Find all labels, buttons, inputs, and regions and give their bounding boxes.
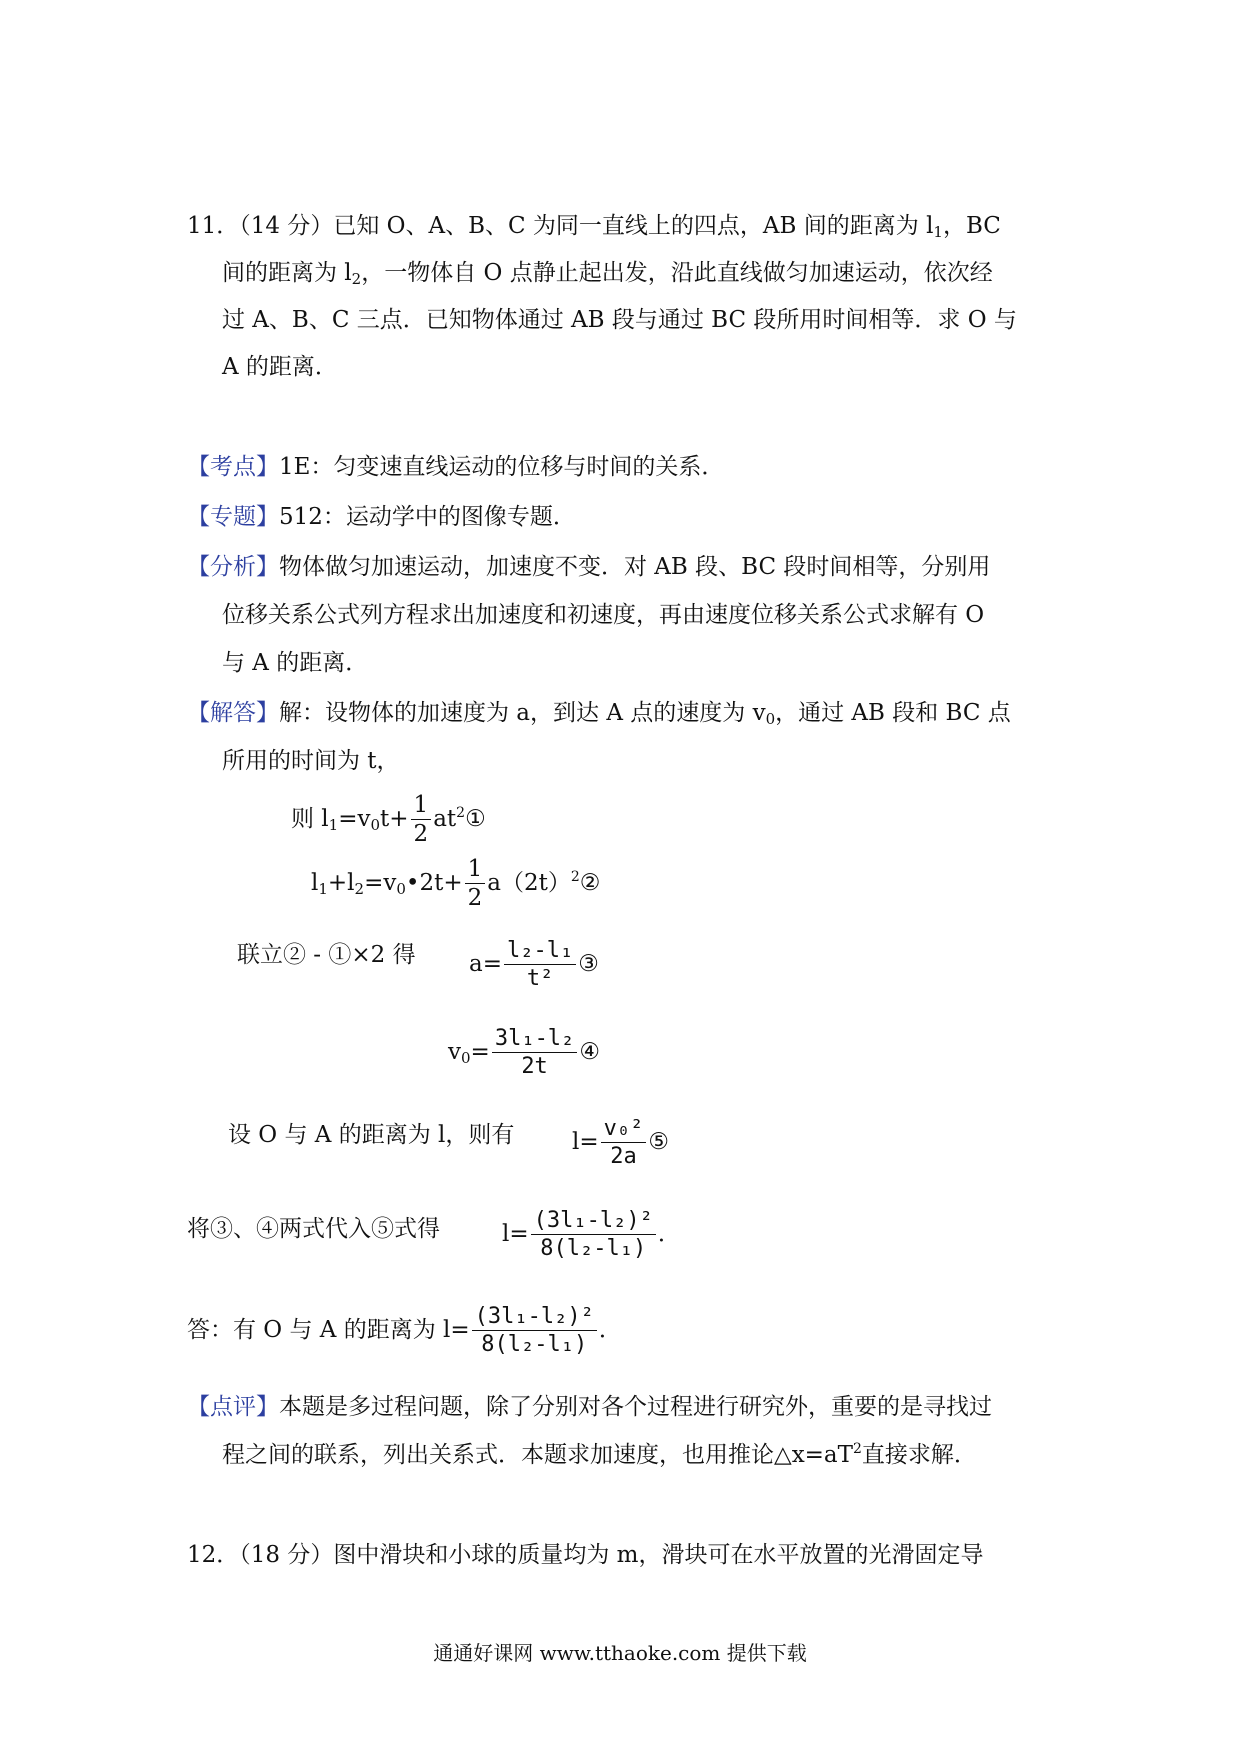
zhuanti: 【专题】512：运动学中的图像专题． <box>187 504 576 530</box>
equation-6-text: 将③、④两式代入⑤式得 <box>187 1216 440 1242</box>
acceleration-fraction: $\frac{\text{l₂-l₁}}{\text{t²}}$ <box>504 940 576 990</box>
q11-line-4: A 的距离． <box>222 354 338 380</box>
jieda-tag: 【解答】 <box>187 700 279 726</box>
answer-fraction: $\frac{\text{(3l₁-l₂)²}}{\text{8(l₂-l₁)}}$ <box>472 1306 597 1356</box>
fenxi-line-1: 【分析】物体做匀加速运动，加速度不变．对 AB 段、BC 段时间相等，分别用 <box>187 554 991 580</box>
equation-5-text: 设 O 与 A 的距离为 l，则有 <box>228 1122 515 1148</box>
equation-5: l= $\frac{\text{v₀²}}{2a}$ ⑤ <box>572 1116 670 1169</box>
equation-4: $v_0=$ $\frac{\text{3l₁-l₂}}{2t}$ ④ <box>448 1026 600 1079</box>
zhuanti-tag: 【专题】 <box>187 504 279 530</box>
q11-line-3: 过 A、B、C 三点．已知物体通过 AB 段与通过 BC 段所用时间相等．求 O 与 <box>222 307 1017 333</box>
half-fraction-2: $\frac{1}{2}$ <box>465 858 486 910</box>
q11-line-1: 11．（14 分）已知 O、A、B、C 为同一直线上的四点，AB 间的距离为 $l_1$，BC <box>187 213 1001 241</box>
q11-line-2: 间的距离为 $l_2$，一物体自 O 点静止起出发，沿此直线做匀加速运动，依次经 <box>222 260 993 288</box>
fenxi-line-3: 与 A 的距离． <box>222 650 369 676</box>
equation-2: $l_1+l_2=v_0•2t+$ $\frac{1}{2}$ $a(2t)^2②$ <box>311 856 601 911</box>
kaodian: 【考点】1E：匀变速直线运动的位移与时间的关系． <box>187 454 725 480</box>
fenxi-tag: 【分析】 <box>187 554 279 580</box>
kaodian-tag: 【考点】 <box>187 454 279 480</box>
result-fraction: $\frac{\text{(3l₁-l₂)²}}{\text{8(l₂-l₁)}}$ <box>531 1210 656 1260</box>
jieda-line-1: 【解答】解：设物体的加速度为 a，到达 A 点的速度为 $v_0$，通过 AB 段和 BC 点 <box>187 700 1011 728</box>
answer: 答：有 O 与 A 的距离为 l= $\frac{\text{(3l₁-l₂)²}}{\text{8(l₂-l₁)}}$ ． <box>187 1304 622 1357</box>
dianping-line-2: 程之间的联系，列出关系式．本题求加速度，也用推论$\triangle x=aT^2$直接求解． <box>222 1441 977 1468</box>
velocity-fraction: $\frac{\text{3l₁-l₂}}{2t}$ <box>492 1028 577 1078</box>
half-fraction: $\frac{1}{2}$ <box>411 794 432 846</box>
jieda-line-2: 所用的时间为 t， <box>222 748 400 774</box>
equation-3: a= $\frac{\text{l₂-l₁}}{\text{t²}}$ ③ <box>469 938 599 991</box>
page-footer: 通通好课网 www.tthaoke.com 提供下载 <box>433 1641 807 1665</box>
distance-fraction: $\frac{\text{v₀²}}{2a}$ <box>601 1118 647 1168</box>
equation-1: 则 $l_1=v_0t+$ $\frac{1}{2}$ $at^2①$ <box>291 792 486 847</box>
q12-line-1: 12．（18 分）图中滑块和小球的质量均为 m，滑块可在水平放置的光滑固定导 <box>187 1542 984 1568</box>
equation-3-text: 联立② - ①×2 得 <box>237 942 416 968</box>
dianping-tag: 【点评】 <box>187 1394 279 1420</box>
fenxi-line-2: 位移关系公式列方程求出加速度和初速度，再由速度位移关系公式求解有 O <box>222 602 985 628</box>
equation-6: l= $\frac{\text{(3l₁-l₂)²}}{\text{8(l₂-l₁)}}$ ． <box>502 1208 681 1261</box>
dianping-line-1: 【点评】本题是多过程问题，除了分别对各个过程进行研究外，重要的是寻找过 <box>187 1394 992 1420</box>
